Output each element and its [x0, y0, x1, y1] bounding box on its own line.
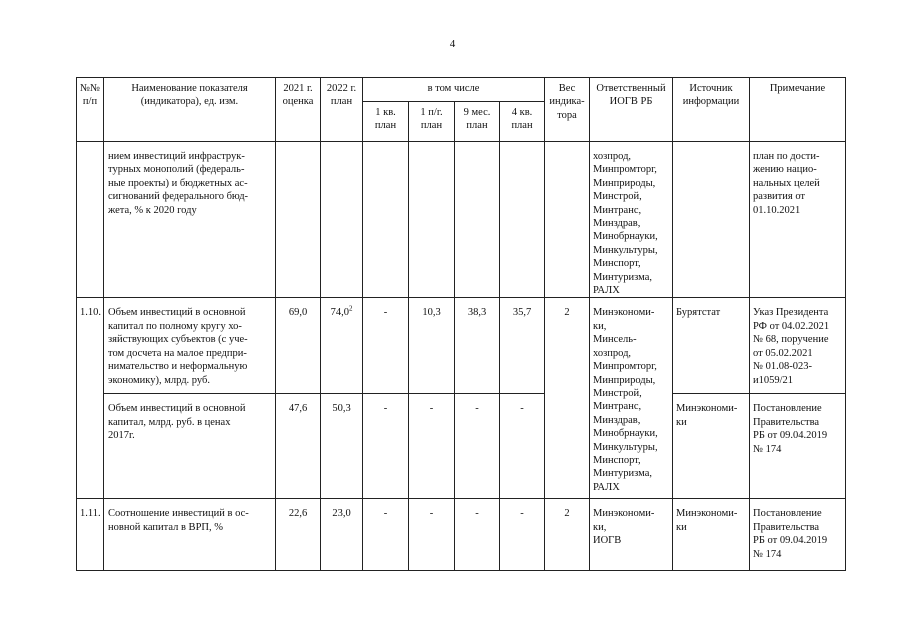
cell-9m: - — [455, 394, 500, 499]
cell-q4: - — [500, 394, 545, 499]
cell-2021: 69,0 — [276, 298, 321, 394]
cell-responsible: хозпрод, Минпромторг, Минприроды, Минстрой, Минтранс, Минздрав, Минобрнауки, Минкультуры, Минспорт, Минтуризма, РАЛХ — [590, 142, 673, 298]
cell-empty — [545, 142, 590, 298]
footnote-mark: 2 — [348, 304, 353, 313]
cell-num — [77, 142, 104, 298]
cell-weight: 2 — [545, 499, 590, 571]
cell-q4: 35,7 — [500, 298, 545, 394]
cell-name: нием инвестиций инфраструк- турных монополий (федераль- ные проекты) и бюджетных ас- сигнований федерального бюд- жета, % к 2020 году — [104, 142, 276, 298]
header-name: Наименование показателя (индикатора), ед. изм. — [104, 78, 276, 142]
cell-q1: - — [363, 499, 409, 571]
cell-q1: - — [363, 298, 409, 394]
table-row-1-10-b — [77, 394, 846, 499]
table-row-1-10 — [77, 298, 846, 394]
cell-9m: 38,3 — [455, 298, 500, 394]
cell-note: Постановление Правительства РБ от 09.04.2019 № 174 — [750, 499, 846, 571]
cell-source: Минэкономи- ки — [673, 499, 750, 571]
cell-weight: 2 — [545, 298, 590, 499]
header-source: Источник информации — [673, 78, 750, 142]
cell-empty — [500, 142, 545, 298]
table-row-1-11 — [77, 499, 846, 571]
header-2021: 2021 г. оценка — [276, 78, 321, 142]
header-including: в том числе — [363, 78, 545, 102]
value-2022: 74,0 — [330, 307, 349, 319]
cell-name: Соотношение инвестиций в ос- новной капитал в ВРП, % — [104, 499, 276, 571]
cell-responsible: Минэкономи- ки, Минсель- хозпрод, Минпромторг, Минприроды, Минстрой, Минтранс, Минздрав, Минобрнауки, Минкультуры, Минспорт, Минтуризма, РАЛХ — [590, 298, 673, 499]
cell-9m: - — [455, 499, 500, 571]
cell-h1: - — [409, 394, 455, 499]
cell-empty — [455, 142, 500, 298]
header-row-1 — [77, 78, 846, 102]
header-2022: 2022 г. план — [321, 78, 363, 142]
cell-h1: - — [409, 499, 455, 571]
header-weight: Вес индика- тора — [545, 78, 590, 142]
cell-empty — [363, 142, 409, 298]
page-number: 4 — [449, 38, 456, 50]
cell-2021: 22,6 — [276, 499, 321, 571]
cell-empty — [321, 142, 363, 298]
cell-note: план по дости- жению нацио- нальных целей развития от 01.10.2021 — [750, 142, 846, 298]
cell-responsible: Минэкономи- ки, ИОГВ — [590, 499, 673, 571]
cell-empty — [673, 142, 750, 298]
cell-num: 1.11. — [77, 499, 104, 571]
table-row-continuation — [77, 142, 846, 298]
cell-note: Указ Президента РФ от 04.02.2021 № 68, поручение от 05.02.2021 № 01.08-023- и1059/21 — [750, 298, 846, 394]
cell-h1: 10,3 — [409, 298, 455, 394]
header-q1: 1 кв. план — [363, 102, 409, 142]
cell-2022: 50,3 — [321, 394, 363, 499]
cell-empty — [276, 142, 321, 298]
cell-q4: - — [500, 499, 545, 571]
cell-name: Объем инвестиций в основной капитал по полному кругу хо- зяйствующих субъектов (с уче- том досчета на малое предпри- нимательство и неформальную экономику), млрд. руб. — [104, 298, 276, 394]
header-h1: 1 п/г. план — [409, 102, 455, 142]
header-q4: 4 кв. план — [500, 102, 545, 142]
cell-source: Бурятстат — [673, 298, 750, 394]
indicators-table — [76, 77, 846, 571]
cell-num: 1.10. — [77, 298, 104, 499]
cell-note: Постановление Правительства РБ от 09.04.2019 № 174 — [750, 394, 846, 499]
cell-name: Объем инвестиций в основной капитал, млрд. руб. в ценах 2017г. — [104, 394, 276, 499]
cell-2021: 47,6 — [276, 394, 321, 499]
header-note: Примечание — [750, 78, 846, 142]
cell-2022: 23,0 — [321, 499, 363, 571]
cell-2022 — [321, 298, 363, 394]
cell-empty — [409, 142, 455, 298]
cell-q1: - — [363, 394, 409, 499]
header-num: №№ п/п — [77, 78, 104, 142]
cell-source: Минэкономи- ки — [673, 394, 750, 499]
header-responsible: Ответственный ИОГВ РБ — [590, 78, 673, 142]
header-9m: 9 мес. план — [455, 102, 500, 142]
